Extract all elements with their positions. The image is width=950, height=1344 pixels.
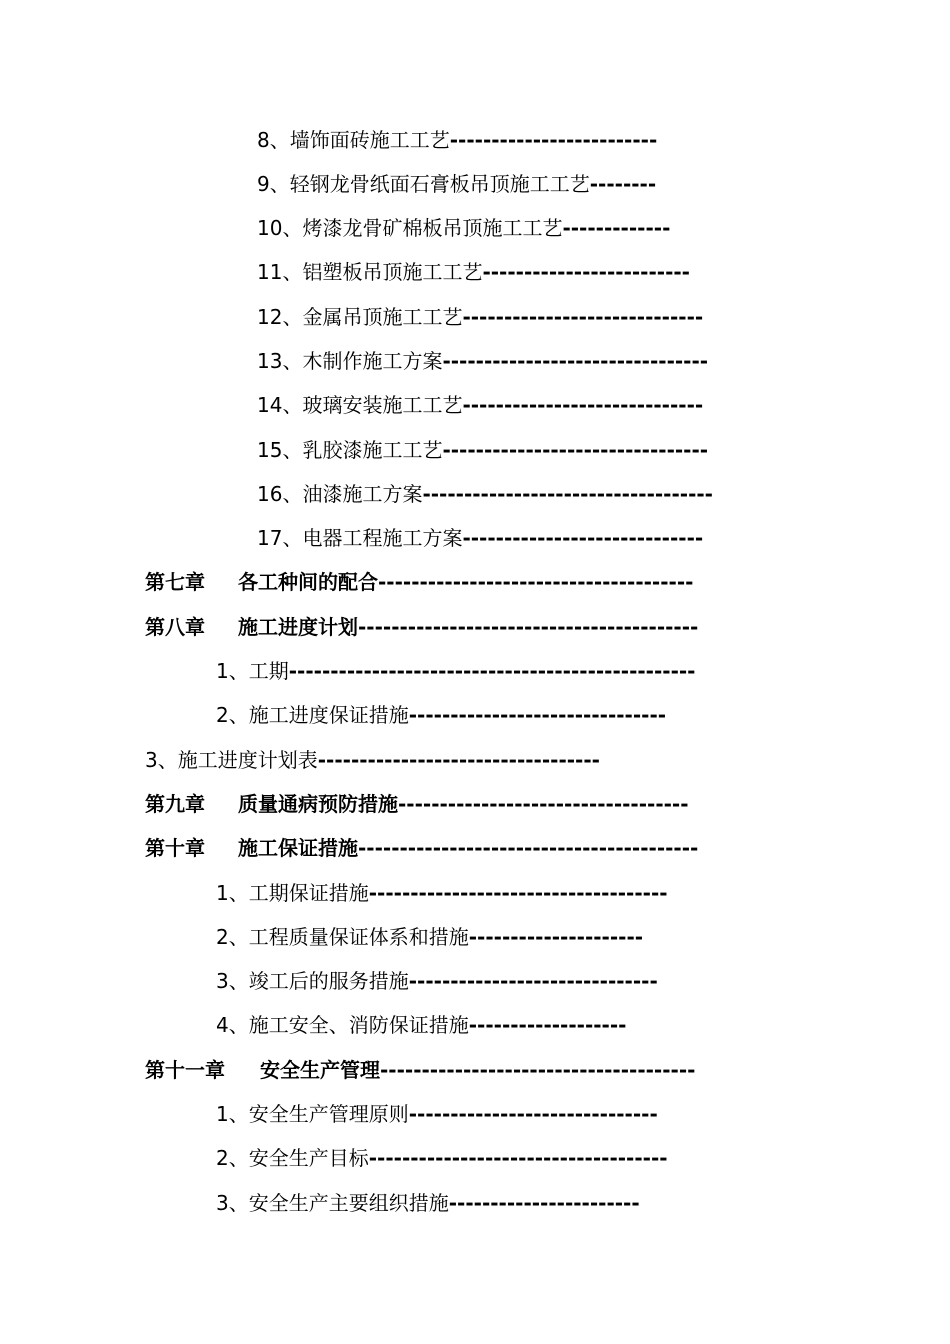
toc-chapter xyxy=(145,834,698,862)
toc-entry-label: 8、墙饰面砖施工工艺 xyxy=(257,128,450,152)
toc-entry-label: 12、金属吊顶施工工艺 xyxy=(257,305,463,329)
toc-leader: -------------------------------------- xyxy=(380,1058,696,1082)
toc-entry-label: 16、油漆施工方案 xyxy=(257,482,423,506)
toc-entry xyxy=(257,480,713,508)
toc-chapter xyxy=(145,613,698,641)
toc-entry-label: 3、竣工后的服务措施 xyxy=(216,969,409,993)
chapter-title: 各工种间的配合 xyxy=(238,570,378,594)
toc-leader: ------------------------------------------------- xyxy=(288,659,696,683)
toc-leader: ----------------------------- xyxy=(462,305,704,329)
toc-entry xyxy=(216,657,695,685)
toc-leader: -------------------------------- xyxy=(442,438,709,462)
toc-entry-label: 1、安全生产管理原则 xyxy=(216,1102,409,1126)
toc-leader: ---------------------------------- xyxy=(317,748,600,772)
toc-entry xyxy=(257,170,656,198)
toc-entry xyxy=(257,436,708,464)
toc-entry-label: 13、木制作施工方案 xyxy=(257,349,443,373)
toc-leader: ------------------- xyxy=(468,1013,627,1037)
toc-entry-label: 3、施工进度计划表 xyxy=(145,748,318,772)
toc-entry-label: 15、乳胶漆施工工艺 xyxy=(257,438,443,462)
toc-leader: ------------------------- xyxy=(482,260,690,284)
toc-entry xyxy=(257,214,670,242)
toc-entry-label: 2、工程质量保证体系和措施 xyxy=(216,925,469,949)
toc-entry-label: 1、工期保证措施 xyxy=(216,881,369,905)
toc-leader: -------- xyxy=(589,172,657,196)
toc-entry xyxy=(216,879,668,907)
toc-leader: -------------------------------------- xyxy=(378,570,694,594)
toc-leader: ----------------------------- xyxy=(462,526,704,550)
toc-leader: ------------------------------------ xyxy=(368,1146,668,1170)
toc-chapter xyxy=(145,790,689,818)
toc-entry xyxy=(216,1100,658,1128)
toc-entry-label: 1、工期 xyxy=(216,659,289,683)
toc-leader: ------------- xyxy=(562,216,671,240)
toc-entry-label: 3、安全生产主要组织措施 xyxy=(216,1191,449,1215)
toc-entry xyxy=(257,126,657,154)
toc-leader: ------------------------------- xyxy=(408,703,667,727)
chapter-title: 施工进度计划 xyxy=(238,615,358,639)
toc-chapter xyxy=(145,568,693,596)
toc-leader: ----------------------------------- xyxy=(398,792,689,816)
toc-leader: ----------------------------------------- xyxy=(358,615,699,639)
chapter-number: 第七章 xyxy=(145,570,205,594)
chapter-number: 第八章 xyxy=(145,615,205,639)
toc-leader: ------------------------------ xyxy=(408,1102,658,1126)
toc-leader: ----------------------------------- xyxy=(422,482,713,506)
chapter-title: 质量通病预防措施 xyxy=(238,792,398,816)
toc-entry-label: 10、烤漆龙骨矿棉板吊顶施工工艺 xyxy=(257,216,563,240)
toc-leader: --------------------- xyxy=(468,925,644,949)
toc-entry-label: 9、轻钢龙骨纸面石膏板吊顶施工工艺 xyxy=(257,172,590,196)
toc-chapter xyxy=(145,1056,695,1084)
toc-entry xyxy=(216,1011,626,1039)
toc-entry-label: 14、玻璃安装施工工艺 xyxy=(257,393,463,417)
toc-entry xyxy=(216,923,643,951)
toc-entry-label: 2、安全生产目标 xyxy=(216,1146,369,1170)
toc-leader: ----------------------------------------- xyxy=(358,836,699,860)
chapter-title: 施工保证措施 xyxy=(238,836,358,860)
toc-leader: ------------------------------ xyxy=(408,969,658,993)
toc-entry-label: 11、铝塑板吊顶施工工艺 xyxy=(257,260,483,284)
toc-entry-label: 4、施工安全、消防保证措施 xyxy=(216,1013,469,1037)
toc-leader: ------------------------- xyxy=(449,128,658,152)
toc-entry xyxy=(216,1189,640,1217)
toc-entry xyxy=(257,391,703,419)
toc-leader: -------------------------------- xyxy=(442,349,709,373)
toc-entry xyxy=(216,701,666,729)
chapter-title: 安全生产管理 xyxy=(260,1058,380,1082)
chapter-number: 第十章 xyxy=(145,836,205,860)
toc-leader: ----------------------------- xyxy=(462,393,704,417)
chapter-number: 第九章 xyxy=(145,792,205,816)
toc-leader: ----------------------- xyxy=(448,1191,640,1215)
toc-entry xyxy=(145,746,600,774)
chapter-number: 第十一章 xyxy=(145,1058,225,1082)
toc-entry xyxy=(257,303,703,331)
toc-leader: ------------------------------------ xyxy=(368,881,668,905)
toc-entry-label: 17、电器工程施工方案 xyxy=(257,526,463,550)
toc-entry xyxy=(257,524,703,552)
toc-entry xyxy=(216,967,658,995)
toc-entry xyxy=(257,258,690,286)
toc-entry-label: 2、施工进度保证措施 xyxy=(216,703,409,727)
toc-entry xyxy=(216,1144,668,1172)
toc-entry xyxy=(257,347,708,375)
